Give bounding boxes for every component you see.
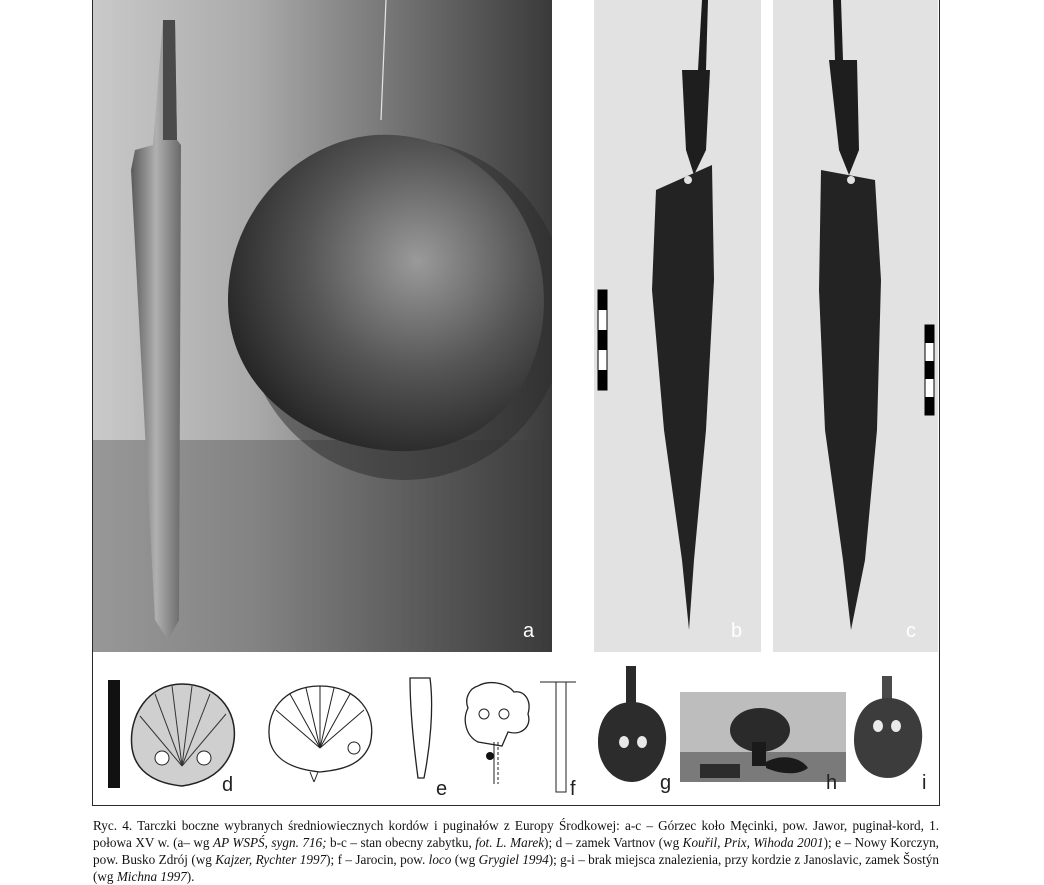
photo-panel-c [773,0,938,652]
panel-label-h: h [826,772,838,794]
figure-caption [93,817,939,885]
drawing-panel-d [100,666,246,800]
drawing-f-image [458,668,588,800]
caption-ref-4: Kajzer, Rychter 1997 [215,852,327,867]
caption-text-8: ). [186,869,195,884]
photo-a-image [93,0,552,652]
photo-panel-h [680,692,846,800]
caption-ref-1: AP WSPŚ, sygn. 716; [213,835,327,850]
photo-c-image [773,0,938,652]
photo-panel-a [93,0,552,652]
caption-ref-7: Michna 1997 [116,869,187,884]
drawing-e-image [400,668,458,800]
caption-ref-3: Kouřil, Prix, Wihoda 2001 [682,835,824,850]
panel-label-b: b [731,620,743,642]
photo-panel-i [846,668,938,800]
caption-text-5: ); f – Jarocin, pow. [326,852,429,867]
drawing-scallop-image [262,672,380,782]
photo-b-image [594,0,761,652]
photo-h-image [680,692,846,800]
caption-ref-6: Grygiel 1994 [478,852,549,867]
panel-label-e: e [436,778,448,800]
caption-text-4: ); e – Nowy Korczyn, pow. Busko Zdrój (wg [93,835,939,867]
drawing-panel-e [400,668,458,800]
caption-ref-2: fot. L. Marek [475,835,545,850]
panel-label-i: i [922,772,927,794]
panel-label-a: a [523,620,535,642]
caption-text-1: Ryc. 4. Tarczki boczne wybranych średniowiecznych kordów i puginałów z Europy Środkowej: a-c – Górzec koło Męcinki, pow. Jawor, puginał-kord, 1. połowa XV w. (a– wg [93,818,939,850]
panel-label-f: f [570,778,576,800]
photo-panel-g [588,662,678,800]
panel-label-d: d [222,774,234,796]
caption-text-3: ); d – zamek Vartnov (wg [544,835,683,850]
caption-text-6: (wg [451,852,479,867]
caption-ref-5: loco [428,852,452,867]
photo-panel-b [594,0,761,652]
drawing-panel-f [458,668,588,800]
panel-label-g: g [660,772,672,794]
panel-label-c: c [906,620,916,642]
caption-text-7: ); g-i – brak miejsca znalezienia, przy kordzie z Janoslavic, zamek Šostýn (wg [93,852,939,884]
drawing-panel-scallop [262,672,380,782]
caption-text-2: b-c – stan obecny zabytku, [326,835,476,850]
